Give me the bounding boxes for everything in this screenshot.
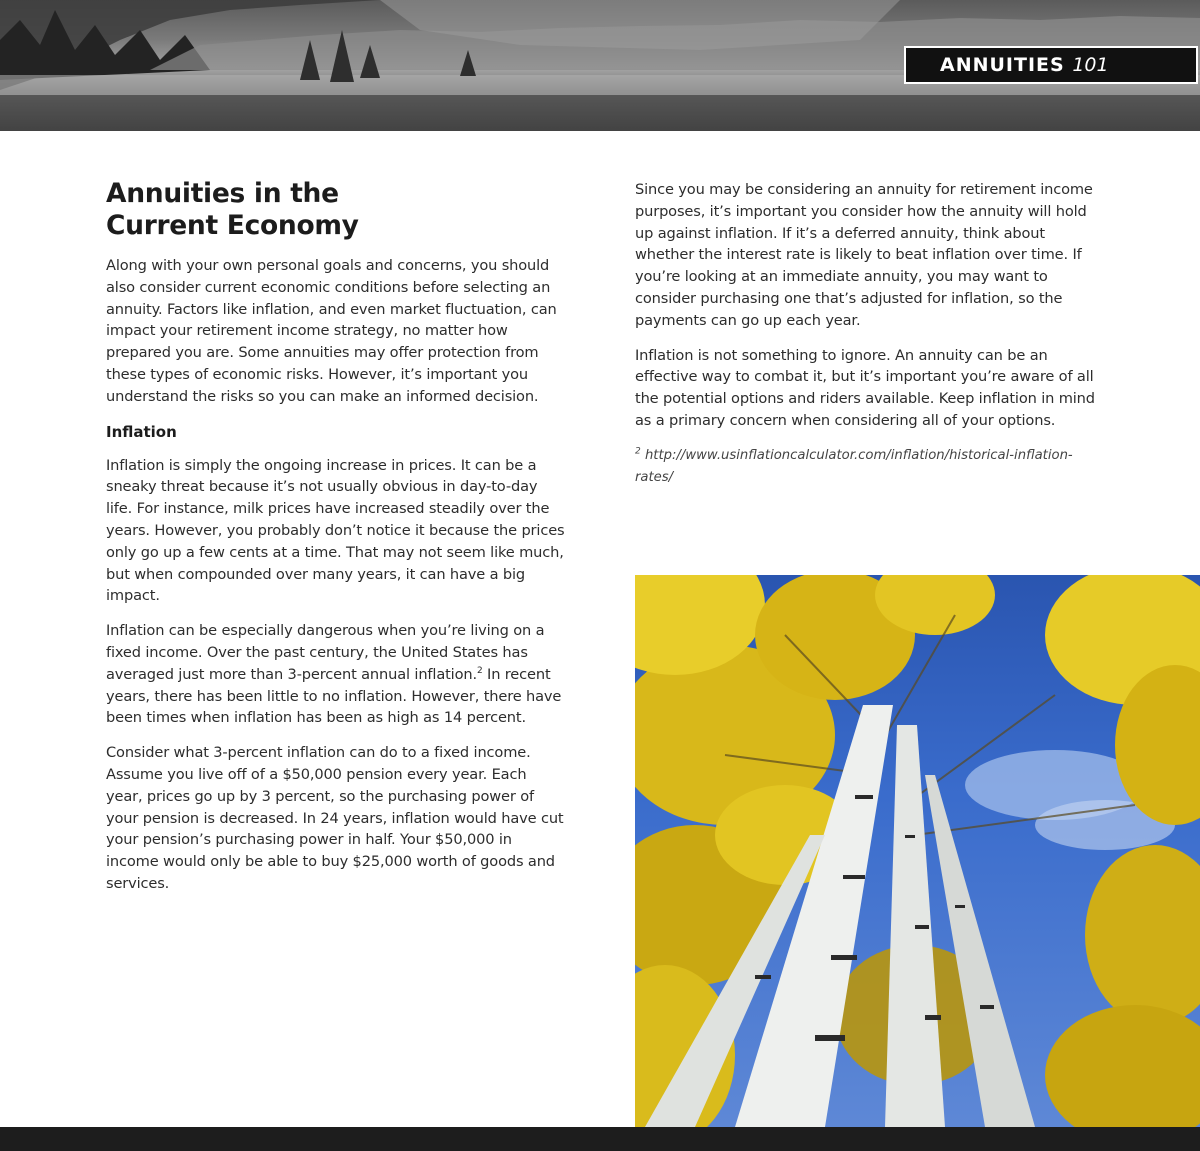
article-title [106, 178, 566, 242]
article-title-line-2: Current Economy [106, 210, 359, 241]
inflation-paragraph-3: Consider what 3-percent inflation can do to a fixed income. Assume you live off of a $50,000 pension every year. Each year, prices go up by 3 percent, so the purchasing power of your pension is decreased. In 24 years, inflation would have cut your pension’s purchasing power in half. Your $50,000 in income would only be able to buy $25,000 worth of goods and services. [106, 744, 564, 892]
intro-paragraph: Along with your own personal goals and concerns, you should also consider current economic conditions before selecting an annuity. Factors like inflation, and even market fluctuation, can impact your retirement income strategy, no matter how prepared you are. Some annuities may offer protection from these types of economic risks. However, it’s important you understand the risks so you can make an informed decision. [106, 257, 557, 405]
header-banner-photo [0, 0, 1200, 131]
right-paragraph-1: Since you may be considering an annuity for retirement income purposes, it’s important you consider how the annuity will hold up against inflation. If it’s a deferred annuity, think about whether the interest rate is likely to beat inflation over time. If you’re looking at an immediate annuity, you may want to consider purchasing one that’s adjusted for inflation, so the payments can go up each year. [635, 181, 1093, 329]
right-column [635, 179, 1105, 489]
inflation-heading: Inflation [106, 422, 177, 441]
inflation-paragraph-2-text-b: In recent years, there has been little to no inflation. However, there have been times when inflation has been as high as 14 percent. [106, 665, 562, 727]
aspen-trees-photo [635, 575, 1200, 1127]
right-paragraph-2: Inflation is not something to ignore. An annuity can be an effective way to combat it, but it’s important you’re aware of all the potential options and riders available. Keep inflation in mind as a primary concern when considering all of your options. [635, 346, 1095, 429]
section-number: 101 [1072, 54, 1109, 76]
inflation-paragraph-1: Inflation is simply the ongoing increase in prices. It can be a sneaky threat because it’s not usually obvious in day-to-day life. For instance, milk prices have increased steadily over the years. However, you probably don’t notice it because the prices only go up a few cents at a time. That may not seem like much, but when compounded over many years, it can have a big impact. [106, 456, 565, 605]
section-label [904, 46, 1198, 84]
inflation-paragraph-2-text-a: Inflation can be especially dangerous when you’re living on a fixed income. Over the past century, the United States has averaged just more than 3-percent annual inflation. [106, 622, 545, 683]
footnote-reference: 2 [476, 665, 483, 676]
aspen-trees-illustration [635, 575, 1200, 1127]
footer-bar [0, 1127, 1200, 1151]
section-label-text: ANNUITIES [940, 54, 1065, 76]
inflation-paragraph-2 [106, 620, 566, 729]
left-column [106, 178, 566, 908]
article-title-line-1: Annuities in the [106, 178, 339, 209]
footnote-mark: 2 [635, 446, 641, 457]
footnote [635, 445, 1105, 489]
footnote-text: http://www.usinflationcalculator.com/inflation/historical-inflation-rates/ [635, 447, 1073, 485]
